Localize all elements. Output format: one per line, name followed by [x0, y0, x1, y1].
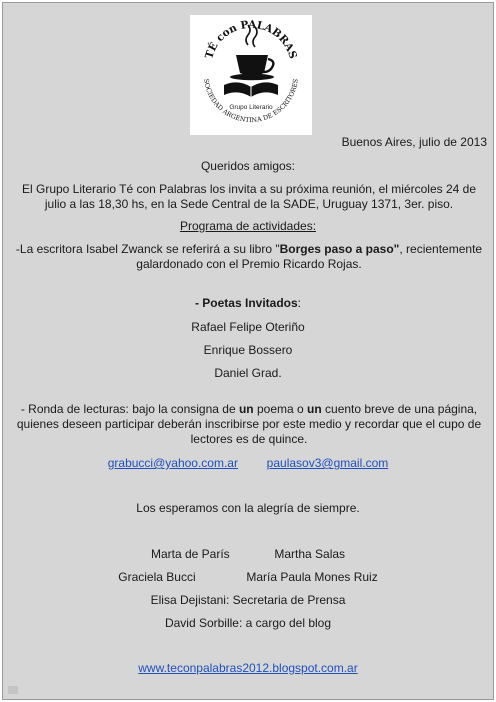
- reading-1a: - Ronda de lecturas: bajo la consigna de: [20, 402, 239, 416]
- intro-line-2: julio a las 18,30 hs, en la Sede Central de la SADE, Uruguay 1371, 3er. piso.: [44, 197, 454, 211]
- signature-martha-salas: Martha Salas: [274, 547, 346, 561]
- svg-text:TÉ con PALABRAS: [203, 19, 299, 61]
- reading-line-2: quienes deseen participar deberán inscribirse por este medio y recordar que el cupo de: [16, 417, 482, 431]
- signature-row-2: [3, 570, 493, 585]
- te-con-palabras-logo: [190, 15, 312, 135]
- signature-elisa: Elisa Dejistani: Secretaria de Prensa: [150, 593, 346, 607]
- reading-1b: poema o: [253, 402, 308, 416]
- email-link-paulasov3[interactable]: paulasov3@gmail.com: [266, 456, 389, 470]
- invitation-card: [2, 2, 494, 700]
- program-title: [3, 219, 493, 234]
- logo-emblem: [190, 15, 312, 135]
- activity-1-post: , recientemente: [399, 242, 483, 256]
- intro-line-1: El Grupo Literario Té con Palabras los invita a su próxima reunión, el miércoles 24 de: [21, 182, 476, 196]
- book-title: Borges paso a paso": [279, 242, 400, 256]
- reading-paragraph: [11, 402, 487, 447]
- poets-title-text: - Poetas Invitados: [194, 296, 298, 310]
- closing-line: Los esperamos con la alegría de siempre.: [136, 501, 360, 515]
- activity-item-1: [11, 242, 487, 272]
- poet-2: Enrique Bossero: [203, 343, 293, 357]
- poets-title: [3, 296, 493, 311]
- program-title-text: Programa de actividades:: [179, 219, 317, 233]
- poet-3: Daniel Grad.: [214, 366, 282, 380]
- intro-paragraph: [11, 182, 487, 212]
- poets-colon: :: [297, 296, 302, 310]
- signature-david: David Sorbille: a cargo del blog: [164, 616, 332, 630]
- blog-link[interactable]: www.teconpalabras2012.blogspot.com.ar: [138, 661, 358, 675]
- activity-1-line-2: galardonado con el Premio Ricardo Rojas.: [136, 257, 362, 271]
- greeting: Queridos amigos:: [200, 159, 296, 173]
- blog-link-row: [3, 661, 493, 676]
- reading-un-1: un: [238, 402, 254, 416]
- contact-emails: [3, 456, 493, 471]
- corner-handle: [8, 686, 18, 694]
- signature-row-1: [3, 547, 493, 562]
- logo-arc-text: TÉ con PALABRAS: [203, 18, 299, 61]
- reading-line-1: [11, 402, 487, 417]
- signature-graciela-bucci: Graciela Bucci: [118, 570, 196, 584]
- signature-maria-paula: María Paula Mones Ruiz: [246, 570, 378, 584]
- svg-text:SOCIEDAD ARGENTINA DE ESCRITOR: [202, 78, 300, 124]
- place-date: Buenos Aires, julio de 2013: [341, 135, 487, 149]
- reading-un-2: un: [307, 402, 322, 416]
- reading-1c: cuento breve de una página,: [321, 402, 478, 416]
- signature-marta-de-paris: Marta de París: [150, 547, 230, 561]
- activity-1-pre: -La escritora Isabel Zwanck se referirá a su libro ": [15, 242, 280, 256]
- email-link-grabucci[interactable]: grabucci@yahoo.com.ar: [107, 456, 238, 470]
- activity-1-line-1: [11, 242, 487, 257]
- logo-subtitle: Grupo Literario: [229, 104, 273, 111]
- logo-ring-text: SOCIEDAD ARGENTINA DE ESCRITORES: [202, 78, 300, 125]
- poet-1: Rafael Felipe Oteriño: [191, 320, 305, 334]
- reading-line-3: lectores es de quince.: [190, 432, 308, 446]
